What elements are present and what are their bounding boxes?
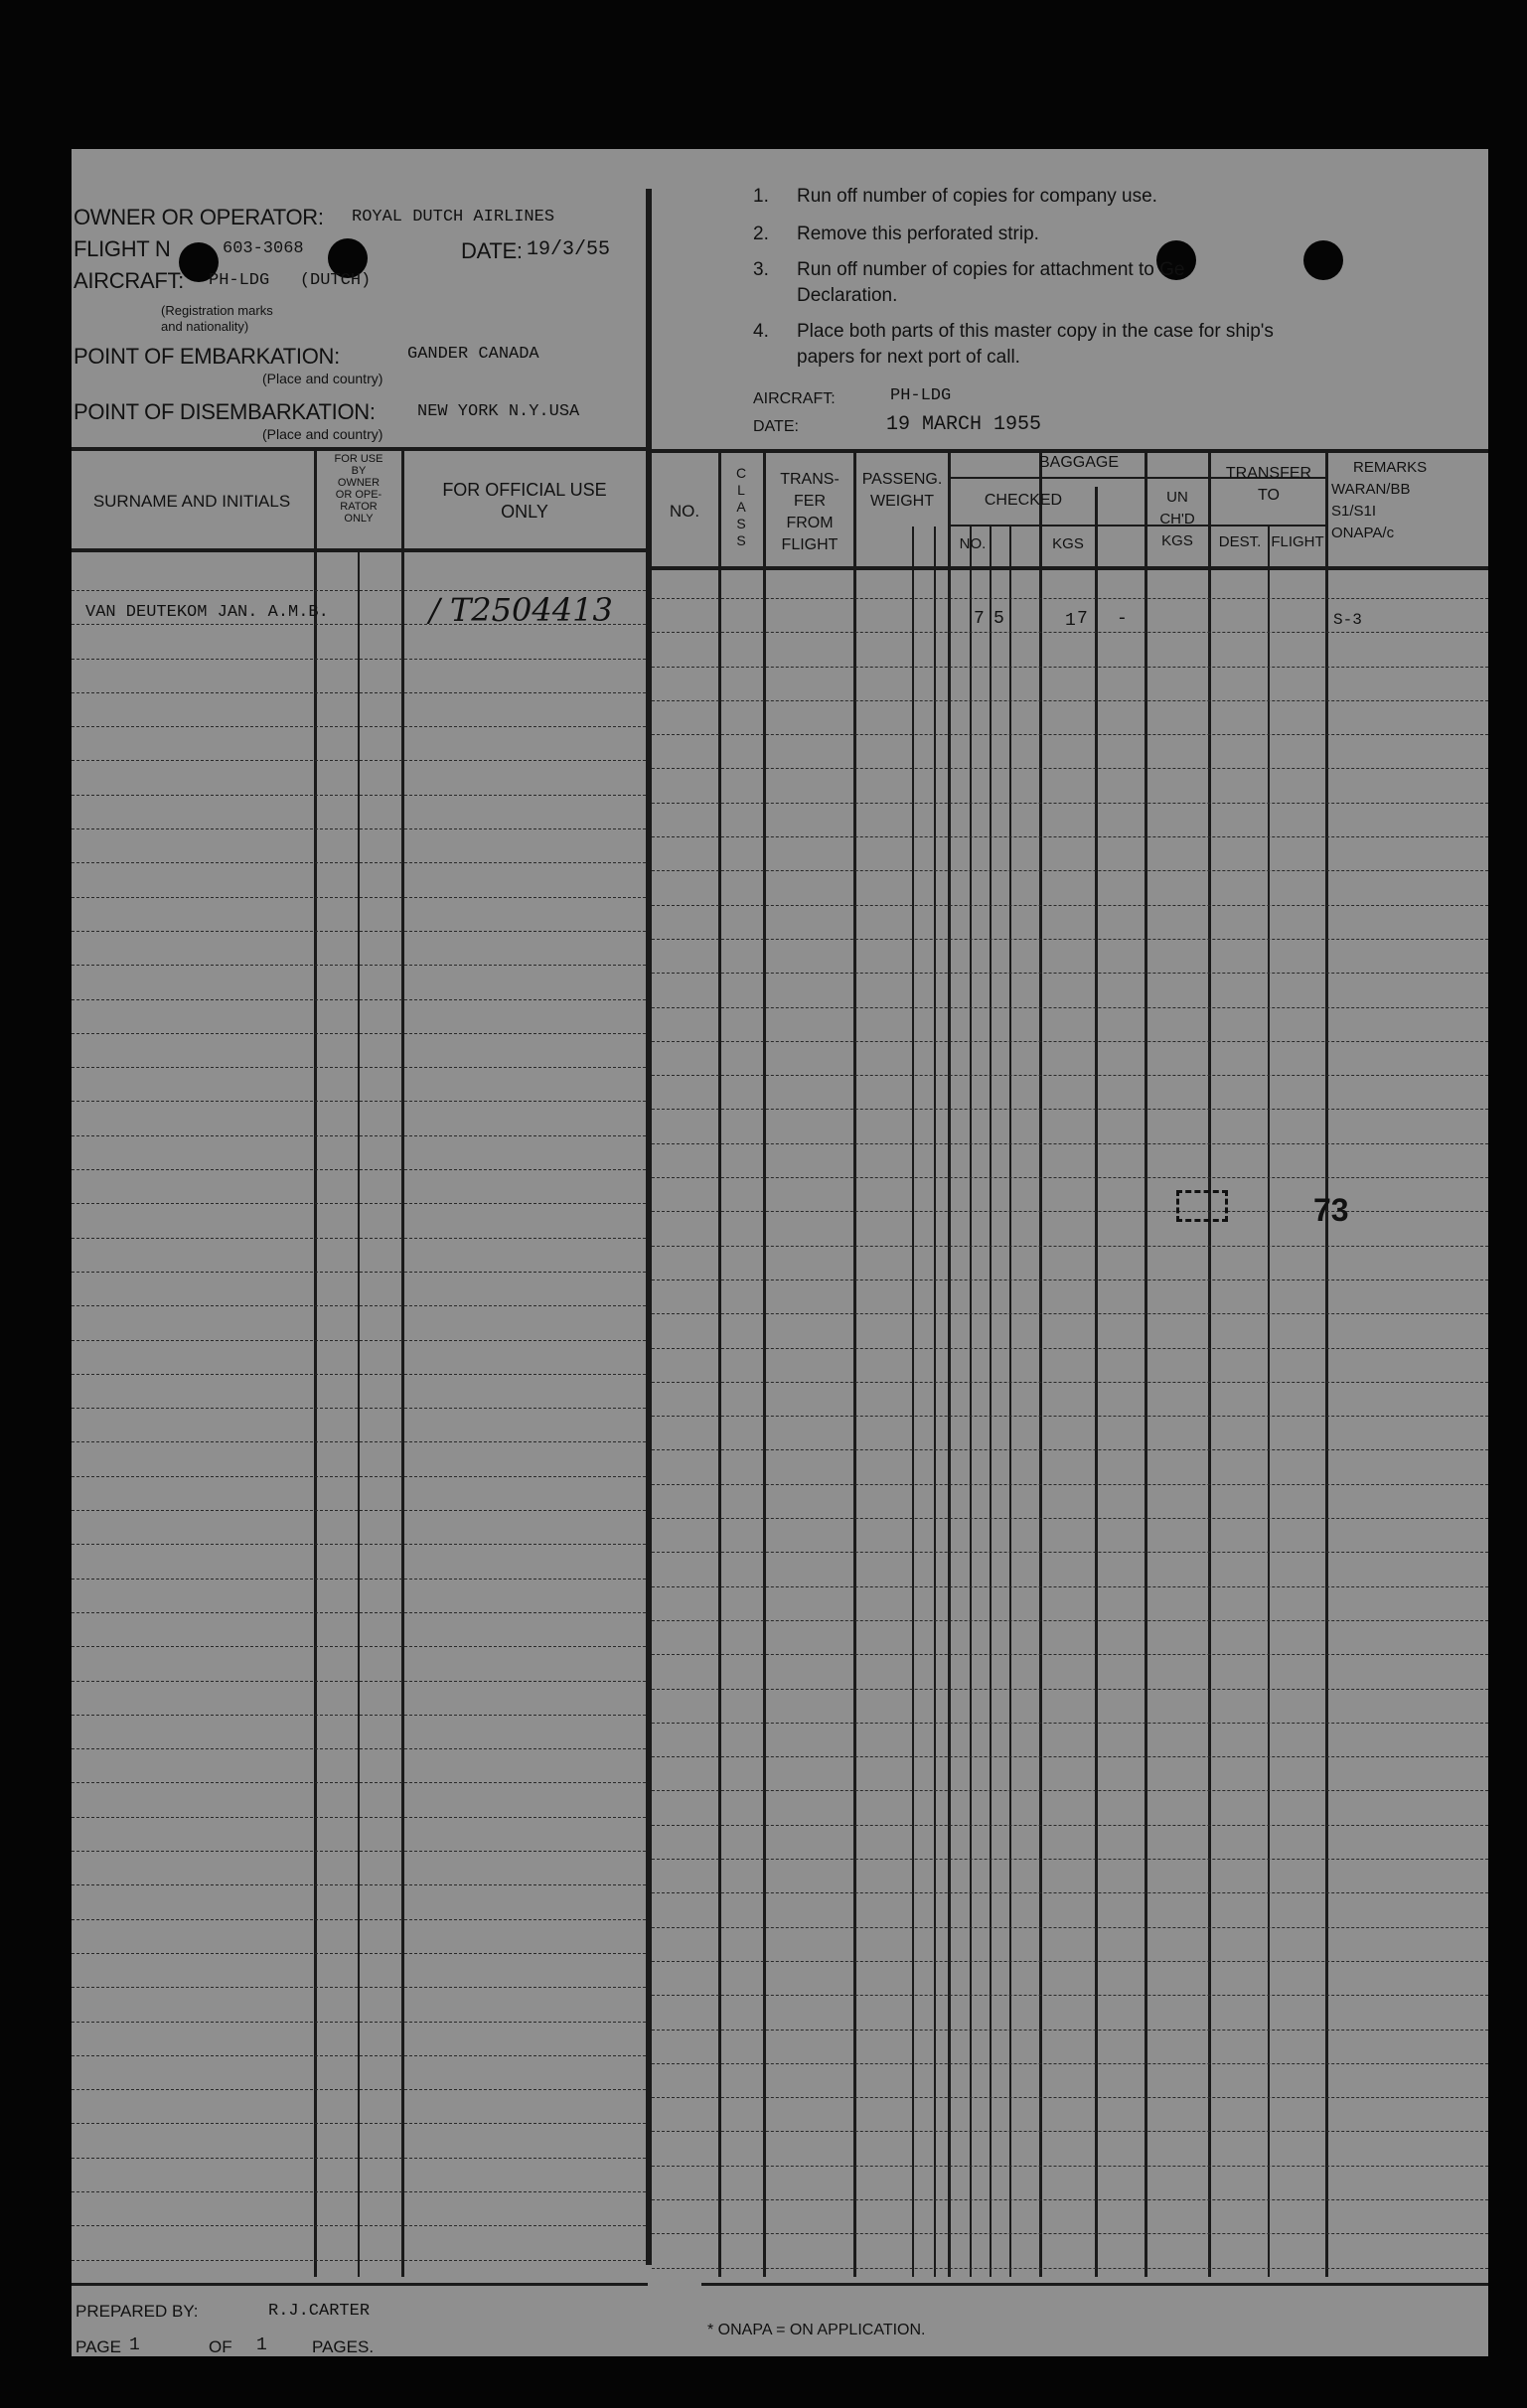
row-rule <box>652 1041 1488 1042</box>
row-rule <box>652 2063 1488 2064</box>
transfer-rule <box>1208 525 1327 527</box>
onapa-note: * ONAPA = ON APPLICATION. <box>707 2322 926 2338</box>
page-label: PAGE <box>76 2337 121 2356</box>
row-rule <box>72 659 646 660</box>
baggage-kgs: 7 <box>1077 609 1088 629</box>
disembark-note: (Place and country) <box>262 426 383 442</box>
right-date-value: 19 MARCH 1955 <box>886 413 1042 436</box>
row-rule <box>72 760 646 761</box>
row-rule <box>652 905 1488 906</box>
row-rule <box>72 2191 646 2192</box>
row-rule <box>652 803 1488 804</box>
row-rule <box>72 1919 646 1920</box>
row-rule <box>652 1620 1488 1621</box>
col-header-flight: FLIGHT <box>1271 533 1324 550</box>
page-value: 1 <box>129 2335 140 2355</box>
passenger-weight-digit: 7 <box>974 609 985 629</box>
row-rule <box>72 1851 646 1852</box>
row-rule <box>72 828 646 829</box>
instruction-text: papers for next port of call. <box>797 347 1020 368</box>
row-rule <box>72 1374 646 1375</box>
row-rule <box>72 2123 646 2124</box>
aircraft-label: AIRCRAFT: <box>74 268 184 293</box>
row-rule <box>652 1586 1488 1587</box>
col-header-dest: DEST. <box>1218 533 1262 550</box>
row-rule <box>652 2233 1488 2234</box>
row-rule <box>72 1340 646 1341</box>
row-rule <box>652 2097 1488 2098</box>
row-rule <box>72 1169 646 1170</box>
row-rule <box>72 726 646 727</box>
right-date-label: DATE: <box>753 418 799 435</box>
punch-hole <box>1303 240 1343 280</box>
row-rule <box>652 1348 1488 1349</box>
row-rule <box>72 999 646 1000</box>
owner-label: OWNER OR OPERATOR: <box>74 205 324 229</box>
row-rule <box>72 1510 646 1511</box>
annotation-number: 73 <box>1313 1192 1349 1228</box>
row-rule <box>72 1203 646 1204</box>
date-label: DATE: <box>461 238 523 263</box>
row-rule <box>72 2022 646 2023</box>
passenger-remarks: S-3 <box>1333 611 1362 629</box>
col-header-official: FOR OFFICIAL USE ONLY <box>442 480 607 522</box>
col-header-bag-kgs: KGS <box>1052 535 1084 552</box>
col-header-passenger-weight: PASSENG. WEIGHT <box>861 471 943 510</box>
flight-value: 603-3068 <box>223 239 304 258</box>
row-rule <box>652 700 1488 701</box>
row-rule <box>652 1859 1488 1860</box>
row-rule <box>72 897 646 898</box>
row-rule <box>72 1782 646 1783</box>
center-divider <box>646 189 652 2265</box>
row-rule <box>652 2199 1488 2200</box>
prepared-by-value: R.J.CARTER <box>268 2302 371 2321</box>
col-header-remarks: REMARKS WARAN/BB S1/S1I ONAPA/c <box>1331 459 1428 541</box>
row-rule <box>72 1953 646 1954</box>
col-divider <box>948 449 951 2277</box>
row-rule <box>652 870 1488 871</box>
row-rule <box>652 667 1488 668</box>
col-header-transfer-to: TRANSFER TO <box>1225 465 1312 504</box>
row-rule <box>72 1101 646 1102</box>
instruction-text: Declaration. <box>797 285 898 306</box>
column-header-rule <box>72 548 648 552</box>
pages-label: PAGES. <box>312 2337 375 2356</box>
row-rule <box>72 795 646 796</box>
right-aircraft-label: AIRCRAFT: <box>753 390 836 407</box>
embark-label: POINT OF EMBARKATION: <box>74 344 340 369</box>
col-divider <box>718 449 721 2277</box>
row-rule <box>72 1646 646 1647</box>
col-divider <box>401 449 404 2277</box>
row-rule <box>72 2089 646 2090</box>
row-rule <box>72 931 646 932</box>
row-rule <box>72 1544 646 1545</box>
row-rule <box>652 1927 1488 1928</box>
column-header-rule <box>652 566 1488 570</box>
row-rule <box>652 1654 1488 1655</box>
row-rule <box>652 1143 1488 1144</box>
row-rule <box>72 1612 646 1613</box>
of-label: OF <box>209 2337 232 2356</box>
date-value: 19/3/55 <box>527 238 611 261</box>
baggage-count: 1 <box>1065 611 1076 631</box>
row-rule <box>652 1723 1488 1724</box>
row-rule <box>72 692 646 693</box>
row-rule <box>652 1211 1488 1212</box>
disembark-value: NEW YORK N.Y.USA <box>417 402 580 421</box>
col-divider <box>1009 527 1011 2277</box>
footer-rule <box>701 2283 1488 2286</box>
row-rule <box>652 1484 1488 1485</box>
row-rule <box>72 1305 646 1306</box>
row-rule <box>72 1135 646 1136</box>
col-header-bag-no: NO. <box>959 535 987 552</box>
row-rule <box>652 1825 1488 1826</box>
row-rule <box>72 1748 646 1749</box>
row-rule <box>72 1884 646 1885</box>
row-rule <box>652 1382 1488 1383</box>
row-rule <box>652 836 1488 837</box>
col-divider <box>314 449 317 2277</box>
row-rule <box>72 1817 646 1818</box>
row-rule <box>72 1681 646 1682</box>
of-value: 1 <box>256 2335 267 2355</box>
instruction-text: Remove this perforated strip. <box>797 224 1039 244</box>
col-divider <box>853 449 856 2277</box>
row-rule <box>72 1441 646 1442</box>
row-rule <box>652 1449 1488 1450</box>
row-rule <box>652 1246 1488 1247</box>
instruction-num: 2. <box>753 224 769 244</box>
row-rule <box>652 1961 1488 1962</box>
registration-note: and nationality) <box>161 319 249 334</box>
col-header-no: NO. <box>669 502 700 521</box>
row-rule <box>72 862 646 863</box>
col-divider <box>1208 449 1211 2277</box>
instruction-text: Place both parts of this master copy in the case for ship's <box>797 321 1274 342</box>
row-rule <box>652 1756 1488 1757</box>
row-rule <box>652 1518 1488 1519</box>
manifest-sheet <box>72 149 1488 2356</box>
col-header-owner-use: FOR USE BY OWNER OR OPE- RATOR ONLY <box>334 453 383 525</box>
dashed-mark <box>1176 1190 1228 1222</box>
row-rule <box>652 598 1488 599</box>
row-rule <box>652 939 1488 940</box>
row-rule <box>652 1313 1488 1314</box>
col-divider <box>1145 449 1147 2277</box>
row-rule <box>72 2158 646 2159</box>
row-rule <box>652 734 1488 735</box>
row-rule <box>72 1476 646 1477</box>
row-rule <box>652 1416 1488 1417</box>
row-rule <box>652 1552 1488 1553</box>
col-header-baggage: BAGGAGE <box>1038 454 1120 471</box>
row-rule <box>652 632 1488 633</box>
col-divider <box>1325 449 1328 2277</box>
row-rule <box>72 1715 646 1716</box>
instruction-text: Run off number of copies for attachment to Ge <box>797 259 1185 280</box>
col-divider <box>763 449 766 2277</box>
row-rule <box>72 965 646 966</box>
row-rule <box>72 2260 646 2261</box>
row-rule <box>72 1987 646 1988</box>
col-divider <box>358 550 360 2277</box>
col-header-unchecked: UN CH'D KGS <box>1159 489 1195 549</box>
prepared-by-label: PREPARED BY: <box>76 2302 199 2321</box>
row-rule <box>72 1408 646 1409</box>
row-rule <box>652 1177 1488 1178</box>
aircraft-value: PH-LDG (DUTCH) <box>209 271 372 290</box>
passenger-official-entry: / T2504413 <box>429 591 613 629</box>
row-rule <box>652 1075 1488 1076</box>
embark-note: (Place and country) <box>262 371 383 386</box>
passenger-weight-digit: 5 <box>993 609 1004 629</box>
disembark-label: POINT OF DISEMBARKATION: <box>74 399 376 424</box>
col-divider <box>1039 449 1042 2277</box>
row-rule <box>72 1238 646 1239</box>
row-rule <box>72 1272 646 1273</box>
right-aircraft-value: PH-LDG <box>890 386 952 405</box>
col-divider <box>934 527 936 2277</box>
col-divider <box>1268 527 1270 2277</box>
instruction-text: Run off number of copies for company use. <box>797 186 1157 207</box>
header-rule <box>652 449 1488 453</box>
col-divider <box>912 527 914 2277</box>
owner-value: ROYAL DUTCH AIRLINES <box>352 208 555 226</box>
row-rule <box>72 2055 646 2056</box>
row-rule <box>652 768 1488 769</box>
row-rule <box>652 1109 1488 1110</box>
col-header-checked: CHECKED <box>984 492 1063 509</box>
row-rule <box>72 1579 646 1580</box>
embark-value: GANDER CANADA <box>407 345 539 364</box>
row-rule <box>72 1033 646 1034</box>
row-rule <box>652 1892 1488 1893</box>
row-rule <box>652 1790 1488 1791</box>
unchecked-kgs: - <box>1117 609 1128 629</box>
row-rule <box>652 2131 1488 2132</box>
row-rule <box>652 1689 1488 1690</box>
col-header-class: C L A S S <box>735 465 747 548</box>
row-rule <box>652 973 1488 974</box>
col-header-transfer-from: TRANS- FER FROM FLIGHT <box>780 471 840 553</box>
row-rule <box>652 1279 1488 1280</box>
header-rule <box>72 447 648 451</box>
col-header-surname: SURNAME AND INITIALS <box>92 492 291 511</box>
registration-note: (Registration marks <box>161 303 273 318</box>
col-divider <box>970 527 972 2277</box>
row-rule <box>72 2225 646 2226</box>
passenger-name: VAN DEUTEKOM JAN. A.M.B. <box>85 603 329 622</box>
instruction-num: 3. <box>753 259 769 280</box>
flight-label: FLIGHT N <box>74 236 171 261</box>
row-rule <box>652 1995 1488 1996</box>
instruction-num: 1. <box>753 186 769 207</box>
row-rule <box>652 2030 1488 2031</box>
row-rule <box>652 1007 1488 1008</box>
row-rule <box>652 2166 1488 2167</box>
col-divider <box>990 527 992 2277</box>
row-rule <box>652 2268 1488 2269</box>
instruction-num: 4. <box>753 321 769 342</box>
row-rule <box>72 1067 646 1068</box>
footer-rule <box>72 2283 648 2286</box>
